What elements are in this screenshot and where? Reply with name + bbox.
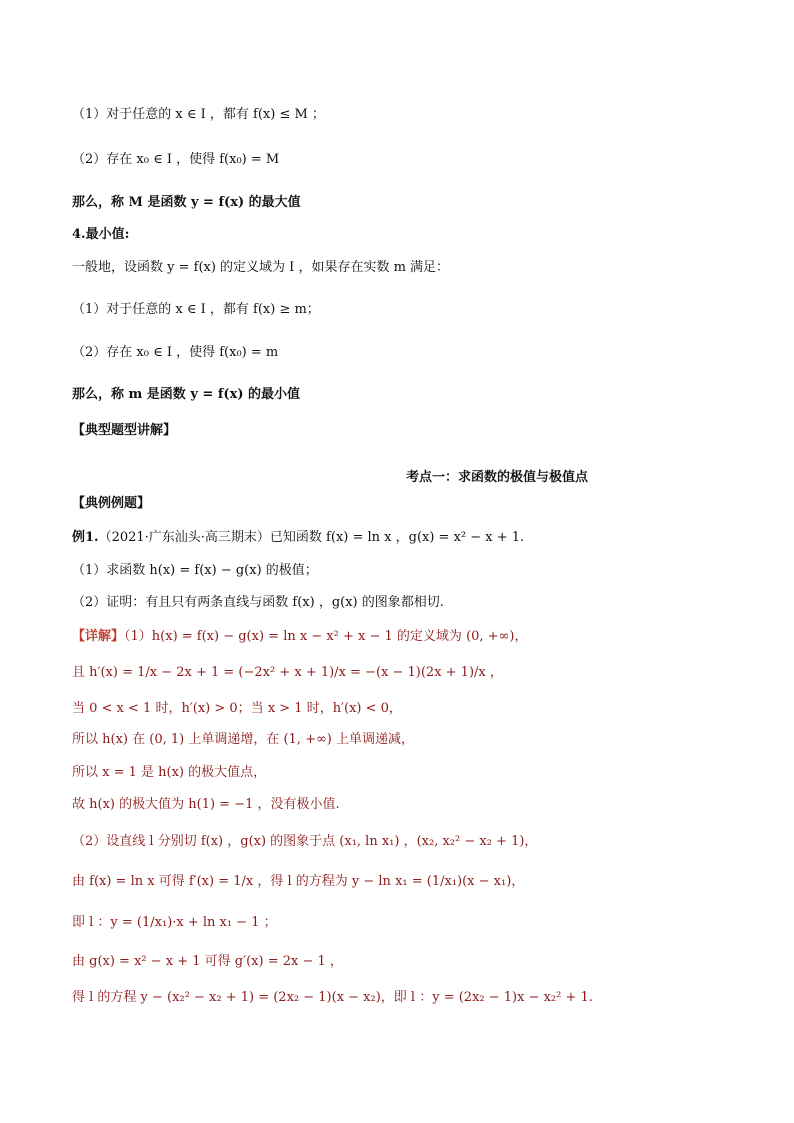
min-heading: 4.最小值: xyxy=(72,227,130,242)
solution-line-7: （2）设直线 l 分别切 f(x) ，g(x) 的图象于点 (x₁, ln x₁) ，(x₂, x₂² − x₂ + 1)， xyxy=(72,834,538,849)
min-conclusion: 那么，称 m 是函数 y = f(x) 的最小值 xyxy=(72,387,301,402)
solution-line-9: 即 l ：y = (1/x₁)·x + ln x₁ − 1 ； xyxy=(72,915,277,930)
solution-line-2: 且 h′(x) = 1/x − 2x + 1 = (−2x² + x + 1)/x = −(x − 1)(2x + 1)/x ， xyxy=(72,665,503,680)
solution-line-4: 所以 h(x) 在 (0, 1) 上单调递增，在 (1, +∞) 上单调递减， xyxy=(72,732,414,747)
question-2: （2）证明：有且只有两条直线与函数 f(x) ，g(x) 的图象都相切. xyxy=(72,595,444,610)
max-condition-1: （1）对于任意的 x ∈ I ，都有 f(x) ≤ M ； xyxy=(72,107,325,122)
solution-line-5: 所以 x = 1 是 h(x) 的极大值点， xyxy=(72,765,267,780)
min-definition: 一般地，设函数 y = f(x) 的定义域为 I ，如果存在实数 m 满足： xyxy=(72,260,450,275)
solution-line-3: 当 0 < x < 1 时，h′(x) > 0；当 x > 1 时，h′(x) < 0， xyxy=(72,701,402,716)
solution-line-1 xyxy=(72,627,734,647)
example-label: 例1. xyxy=(72,530,99,545)
example-1 xyxy=(72,528,734,548)
solution-label: 【详解】 xyxy=(72,629,125,644)
section-heading: 【典型题型讲解】 xyxy=(72,423,177,438)
question-1: （1）求函数 h(x) = f(x) − g(x) 的极值； xyxy=(72,563,318,578)
example-heading: 【典例例题】 xyxy=(72,496,151,511)
solution-line-11: 得 l 的方程 y − (x₂² − x₂ + 1) = (2x₂ − 1)(x − x₂)，即 l ：y = (2x₂ − 1)x − x₂² + 1. xyxy=(72,990,593,1005)
min-condition-1: （1）对于任意的 x ∈ I ，都有 f(x) ≥ m； xyxy=(72,302,320,317)
topic-title: 考点一：求函数的极值与极值点 xyxy=(405,470,588,485)
solution-line-8: 由 f(x) = ln x 可得 f′(x) = 1/x ，得 l 的方程为 y − ln x₁ = (1/x₁)(x − x₁)， xyxy=(72,874,525,889)
max-condition-2: （2）存在 x₀ ∈ I ，使得 f(x₀) = M xyxy=(72,152,280,167)
max-conclusion: 那么，称 M 是函数 y = f(x) 的最大值 xyxy=(72,195,301,210)
solution-line-6: 故 h(x) 的极大值为 h(1) = −1 ，没有极小值. xyxy=(72,797,340,812)
solution-line-10: 由 g(x) = x² − x + 1 可得 g′(x) = 2x − 1 ， xyxy=(72,954,343,969)
min-condition-2: （2）存在 x₀ ∈ I ，使得 f(x₀) = m xyxy=(72,345,279,360)
solution-text: （1）h(x) = f(x) − g(x) = ln x − x² + x − 1 的定义域为 (0, +∞)， xyxy=(124,629,528,644)
example-source: （2021·广东汕头·高三期末）已知函数 f(x) = ln x ，g(x) = x² − x + 1. xyxy=(98,530,525,545)
